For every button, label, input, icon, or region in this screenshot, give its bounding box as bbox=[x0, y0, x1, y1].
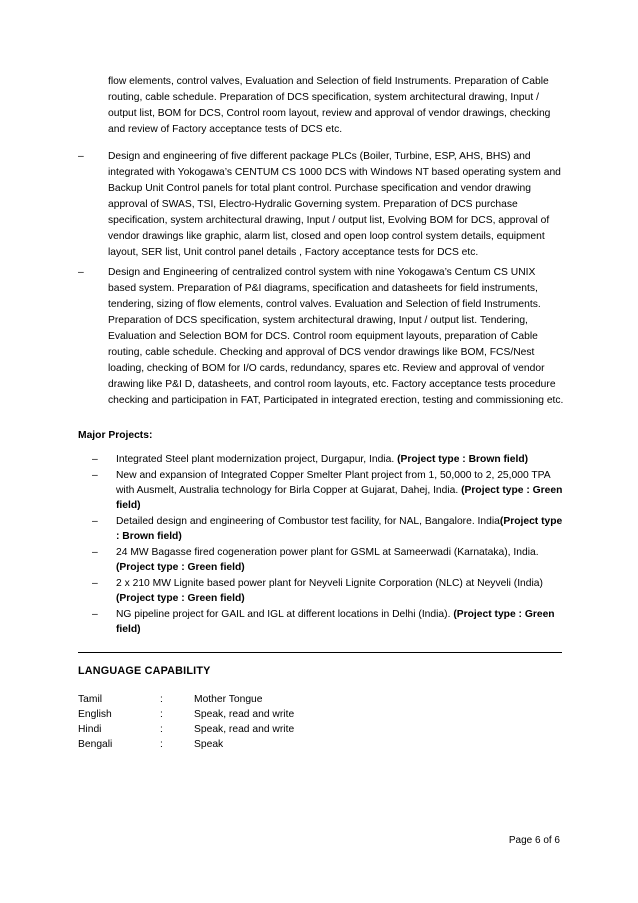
language-separator: : bbox=[160, 694, 163, 705]
language-name: English bbox=[78, 709, 112, 720]
project-item bbox=[92, 468, 564, 513]
language-level: Speak, read and write bbox=[194, 709, 295, 720]
language-name: Hindi bbox=[78, 724, 102, 735]
project-type: (Project type : Green field) bbox=[116, 609, 555, 635]
dash-bullet: – bbox=[92, 547, 98, 558]
project-description: 24 MW Bagasse fired cogeneration power plant for GSML at Sameerwadi (Karnataka), India. bbox=[116, 547, 539, 558]
experience-item bbox=[78, 149, 564, 261]
language-level: Speak, read and write bbox=[194, 724, 295, 735]
language-separator: : bbox=[160, 709, 163, 720]
language-name: Bengali bbox=[78, 739, 113, 750]
dash-bullet: – bbox=[78, 151, 84, 162]
language-capability-heading: LANGUAGE CAPABILITY bbox=[78, 665, 211, 677]
dash-bullet: – bbox=[92, 578, 98, 589]
project-type: (Project type : Brown field) bbox=[116, 516, 563, 542]
major-projects-list bbox=[92, 452, 564, 638]
dash-bullet: – bbox=[78, 267, 84, 278]
project-item bbox=[92, 607, 564, 637]
dash-bullet: – bbox=[92, 516, 98, 527]
language-level: Mother Tongue bbox=[194, 694, 263, 705]
dash-bullet: – bbox=[92, 470, 98, 481]
language-name: Tamil bbox=[78, 694, 103, 705]
project-description: NG pipeline project for GAIL and IGL at different locations in Delhi (India). bbox=[116, 609, 454, 620]
project-description: Detailed design and engineering of Combustor test facility, for NAL, Bangalore. India bbox=[116, 516, 500, 527]
project-item bbox=[92, 545, 564, 575]
project-type: (Project type : Green field) bbox=[116, 593, 245, 604]
project-type: (Project type : Brown field) bbox=[397, 454, 529, 465]
project-item bbox=[92, 576, 564, 606]
project-description: 2 x 210 MW Lignite based power plant for Neyveli Lignite Corporation (NLC) at Neyveli (India) bbox=[116, 578, 543, 589]
experience-item-text: Design and engineering of five different package PLCs (Boiler, Turbine, ESP, AHS, BHS) and integrated with Yokogawa’s CENTUM CS 1000 DCS with Windows NT based operating system and Backup Unit Control panels for total plant control. Purchase specification and vendor drawing approval of SWAS, TSI, Electro-Hydralic Governing system. Preparation of DCS purchase specification, system architectural drawing, Input / output list, Evolving BOM for DCS, approval of vendor drawings like graphic, alarm list, closed and open loop control system details, equipment layout, SER list, Unit control panel details , Factory acceptance tests for DCS etc. bbox=[108, 151, 561, 258]
experience-item-text: Design and Engineering of centralized control system with nine Yokogawa’s Centum CS UNIX based system. Preparation of P&I diagrams, specification and datasheets for field instruments, tendering, sizing of flow elements, control valves. Evaluation and Selection of field Instruments. Preparation of DCS specification, system architectural drawing, Input / output list. Tendering, Evaluation and Selection BOM for DCS. Control room equipment layouts, preparation of Cable routing, cable schedule. Checking and approval of DCS vendor drawings like BOM, FCS/Nest loading, checking of BOM for I/O cards, redundancy, spares etc. Review and approval of vendor drawing like P&I D, datasheets, and control room layouts, etc. Factory acceptance tests procedure checking and participation in FAT, Participated in integrated erection, testing and commissioning etc. bbox=[108, 267, 564, 406]
major-projects-heading: Major Projects: bbox=[78, 430, 153, 441]
page-number: Page 6 of 6 bbox=[508, 835, 560, 846]
project-type: (Project type : Green field) bbox=[116, 562, 245, 573]
dash-bullet: – bbox=[92, 454, 98, 465]
continuation-paragraph: flow elements, control valves, Evaluation and Selection of field Instruments. Preparation of Cable routing, cable schedule. Preparation of DCS specification, system architectural drawing, Input / output list, BOM for DCS, Control room layout, review and approval of vendor drawings, checking and review of Factory acceptance tests of DCS etc. bbox=[108, 76, 551, 135]
dash-bullet: – bbox=[92, 609, 98, 620]
language-separator: : bbox=[160, 724, 163, 735]
project-description: Integrated Steel plant modernization project, Durgapur, India. bbox=[116, 454, 398, 465]
project-type: (Project type : Green field) bbox=[116, 485, 563, 511]
project-item bbox=[92, 452, 564, 467]
language-level: Speak bbox=[194, 739, 224, 750]
language-separator: : bbox=[160, 739, 163, 750]
project-item bbox=[92, 514, 564, 544]
project-description: New and expansion of Integrated Copper Smelter Plant project from 1, 50,000 to 2, 25,000 TPA with Ausmelt, Australia technology for Birla Copper at Gujarat, Dahej, India. bbox=[116, 470, 551, 496]
section-divider bbox=[78, 652, 562, 653]
experience-item bbox=[78, 265, 564, 409]
